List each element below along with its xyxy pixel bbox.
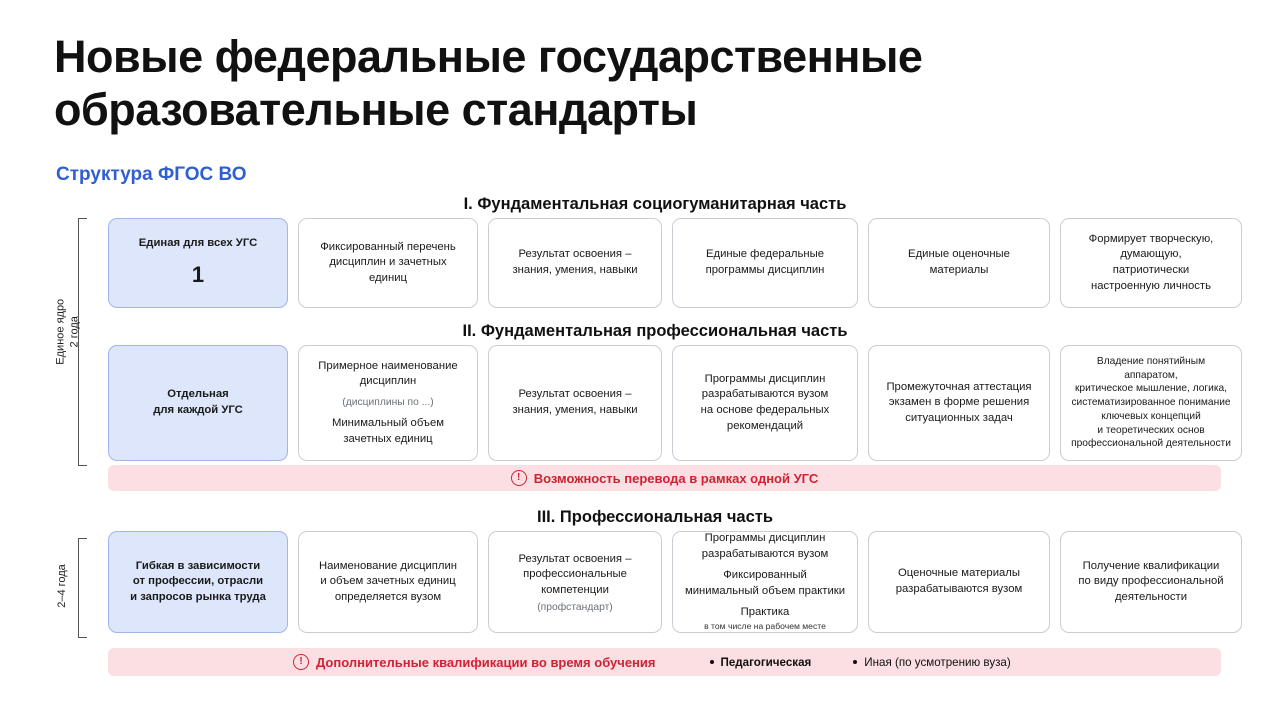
card-line: зачетных единиц [343,432,433,445]
card-core-unified [108,218,288,308]
card-block-muted [342,396,433,410]
card-line: критическое мышление, логика, [1074,383,1228,395]
section-heading-1: I. Фундаментальная социогуманитарная часть [463,195,847,213]
card-line: Отдельная [167,388,229,401]
card-line: Программы дисциплин [704,532,826,545]
card-line: и запросов рынка труда [130,590,266,603]
card-prof-flexible [108,531,288,633]
card-line: Практика [740,606,790,619]
exclamation-icon: ! [293,654,309,670]
card-1-5 [868,218,1050,308]
card-line: знания, умения, навыки [512,264,638,276]
page-title: Новые федеральные государственные образовательные стандарты [54,31,923,136]
card-block [685,568,845,599]
card-2-6 [1060,345,1242,461]
card-line: деятельности [1114,590,1188,603]
card-3-3 [488,531,662,633]
banner-additional-qualifications [108,648,1221,676]
card-block [318,359,457,390]
banner-text: Дополнительные квалификации во время обучения [316,654,656,670]
card-block [704,605,826,632]
card-line: программы дисциплин [705,264,825,276]
card-line: Единые оценочные [908,248,1010,261]
card-number: 1 [191,261,205,287]
card-line: (профстандарт) [537,602,613,614]
banner-extra-item [853,656,1010,669]
card-line: разрабатываются вузом [701,547,829,560]
card-label: Единая для всех УГС [138,237,258,250]
card-line: Минимальный объем [331,417,445,430]
section-heading-3: III. Профессиональная часть [537,508,773,526]
card-line: на основе федеральных [700,404,830,416]
card-line: Результат освоения – [518,552,632,565]
card-line: ситуационных задач [905,411,1013,424]
bracket-prof [78,538,87,638]
section-heading-2: II. Фундаментальная профессиональная часть [462,322,848,340]
card-3-6 [1060,531,1242,633]
banner-extras [710,656,1011,669]
card-3-4 [672,531,858,633]
card-line: Гибкая в зависимости [135,559,261,572]
card-line: материалы [929,264,989,276]
card-2-5 [868,345,1050,461]
card-2-3 [488,345,662,461]
card-line: минимальный объем практики [684,584,846,597]
card-line: компетенции [541,583,609,596]
card-line: экзамен в форме решения [888,396,1030,409]
card-core-separate [108,345,288,461]
card-line: Результат освоения – [518,248,632,261]
card-line: Фиксированный перечень [320,240,456,253]
card-line: и теоретических основ [1097,424,1205,436]
card-row-2 [108,345,1242,461]
card-line: Владение понятийным аппаратом, [1096,356,1206,381]
card-2-4 [672,345,858,461]
card-line: для каждой УГС [153,404,243,416]
label-core-line2: 2 года [68,316,80,348]
exclamation-icon: ! [511,470,527,486]
banner-extra-label: Иная (по усмотрению вуза) [864,655,1011,669]
card-block-muted [537,601,612,615]
card-line: Примерное наименование [318,359,458,372]
card-row-3 [108,531,1242,633]
card-row-1 [108,218,1242,308]
card-line: дисциплин и зачетных единиц [329,256,447,284]
banner-extra-label: Педагогическая [720,655,812,669]
bullet-icon [710,660,714,664]
card-line: по виду профессиональной [1078,575,1224,588]
card-1-3 [488,218,662,308]
card-line: Фиксированный [723,569,807,582]
card-line: ключевых концепций [1101,410,1201,422]
card-line: Результат освоения – [518,388,632,401]
banner-main [511,470,819,486]
label-core [54,292,82,372]
card-line: Наименование дисциплин [318,559,458,572]
card-line: думающую, [1120,248,1182,261]
card-line: профессиональной деятельности [1071,438,1231,450]
label-prof: 2–4 года [56,564,68,608]
card-line: рекомендаций [726,419,804,432]
card-line: дисциплин [359,375,417,388]
card-line: Единые федеральные [705,248,825,261]
card-1-6 [1060,218,1242,308]
banner-main [293,654,656,670]
card-line: определяется вузом [334,590,442,603]
card-line: Промежуточная аттестация [886,380,1032,393]
card-line: Оценочные материалы [897,567,1021,580]
card-line: патриотически [1112,264,1190,276]
card-line: (дисциплины по ...) [342,396,434,408]
card-line: профессиональные [523,568,627,581]
card-line: от профессии, отрасли [132,575,264,588]
card-line: настроенную личность [1091,279,1211,292]
card-line: систематизированное понимание [1071,397,1231,409]
card-line: знания, умения, навыки [512,404,638,416]
banner-text: Возможность перевода в рамках одной УГС [533,470,819,486]
card-block [519,552,632,599]
card-line: и объем зачетных единиц [320,575,456,588]
card-block [702,531,829,562]
card-1-2 [298,218,478,308]
card-line: разрабатываются вузом [895,583,1023,595]
banner-extra-item [710,656,812,669]
card-line: разрабатываются вузом [701,388,829,401]
banner-transfer [108,465,1221,491]
card-line: Программы дисциплин [704,372,826,385]
card-3-5 [868,531,1050,633]
card-2-2 [298,345,478,461]
card-1-4 [672,218,858,308]
card-line: Формирует творческую, [1088,232,1214,245]
card-line-tiny: в том числе на рабочем месте [704,621,826,632]
card-line: Получение квалификации [1082,559,1220,572]
bullet-icon [853,660,857,664]
page-subtitle: Структура ФГОС ВО [56,164,247,185]
label-core-line1: Единое ядро [54,298,67,365]
card-block [332,416,444,447]
card-3-2 [298,531,478,633]
